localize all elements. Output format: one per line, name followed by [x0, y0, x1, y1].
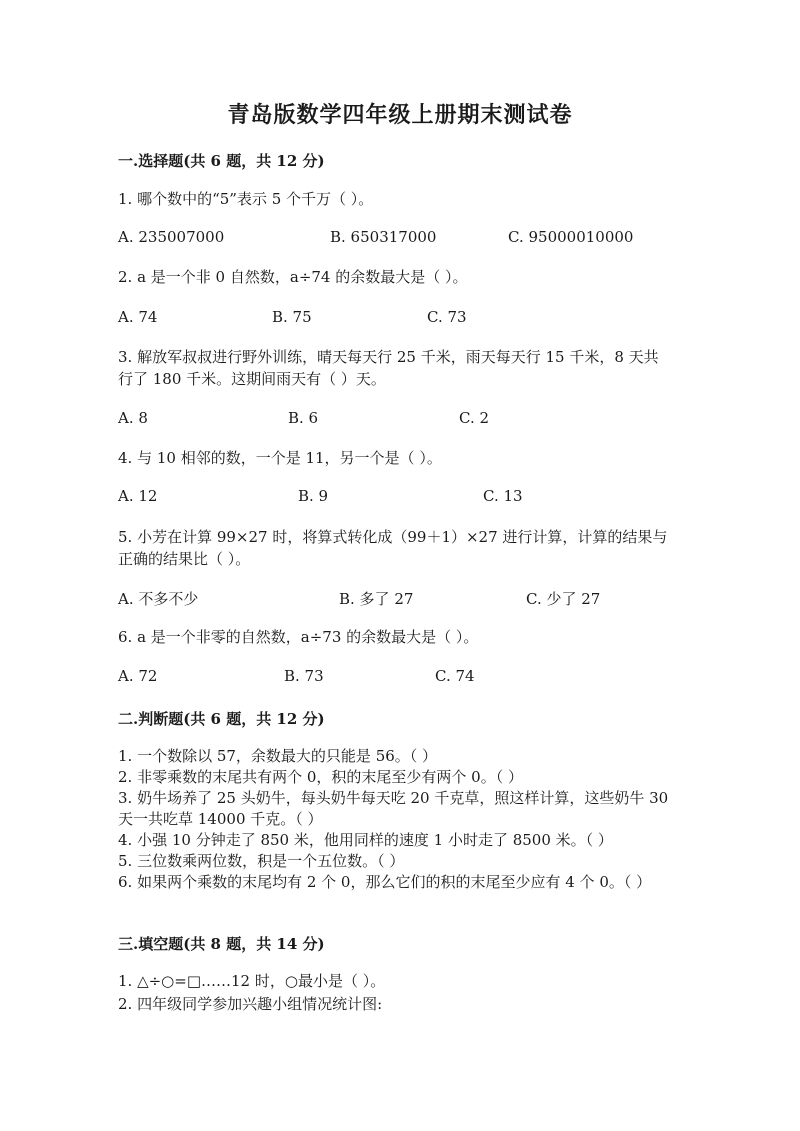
option-2a: A. 74	[118, 308, 158, 326]
option-5c: C. 少了 27	[526, 590, 601, 608]
tf-item-2: 2. 非零乘数的末尾共有两个 0，积的末尾至少有两个 0。（ ）	[118, 768, 523, 786]
option-4b: B. 9	[298, 487, 329, 505]
tf-item-3: 3. 奶牛场养了 25 头奶牛，每头奶牛每天吃 20 千克草，照这样计算，这些奶牛 30 天一共吃草 14000 千克。（ ）	[118, 789, 669, 828]
question-4: 4. 与 10 相邻的数，一个是 11，另一个是（ ）。	[118, 449, 442, 467]
section-heading-choice: 一.选择题(共 6 题，共 12 分)	[118, 152, 325, 170]
tf-item-4: 4. 小强 10 分钟走了 850 米，他用同样的速度 1 小时走了 8500 米。（ ）	[118, 831, 613, 849]
option-2b: B. 75	[272, 308, 312, 326]
option-6b: B. 73	[284, 667, 324, 685]
question-1: 1. 哪个数中的“5”表示 5 个千万（ ）。	[118, 190, 374, 208]
tf-item-1: 1. 一个数除以 57，余数最大的只能是 56。（ ）	[118, 747, 438, 765]
option-2c: C. 73	[427, 308, 467, 326]
option-1a: A. 235007000	[118, 228, 225, 246]
question-3: 3. 解放军叔叔进行野外训练，晴天每天行 25 千米，雨天每天行 15 千米，8 天共行了 180 千米。这期间雨天有（ ）天。	[118, 348, 659, 388]
section-heading-true-false: 二.判断题(共 6 题，共 12 分)	[118, 710, 325, 728]
fill-item-2: 2. 四年级同学参加兴趣小组情况统计图:	[118, 995, 383, 1013]
option-5a: A. 不多不少	[118, 590, 199, 608]
option-6c: C. 74	[435, 667, 475, 685]
tf-item-5: 5. 三位数乘两位数，积是一个五位数。（ ）	[118, 852, 405, 870]
tf-item-6: 6. 如果两个乘数的末尾均有 2 个 0，那么它们的积的末尾至少应有 4 个 0。（ ）	[118, 873, 652, 891]
question-2: 2. a 是一个非 0 自然数，a÷74 的余数最大是（ ）。	[118, 268, 468, 286]
option-3c: C. 2	[459, 409, 490, 427]
option-3a: A. 8	[118, 409, 148, 427]
question-5: 5. 小芳在计算 99×27 时，将算式转化成（99＋1）×27 进行计算，计算的结果与正确的结果比（ ）。	[118, 528, 668, 568]
option-1b: B. 650317000	[330, 228, 437, 246]
option-4c: C. 13	[483, 487, 523, 505]
option-5b: B. 多了 27	[339, 590, 414, 608]
option-6a: A. 72	[118, 667, 158, 685]
option-4a: A. 12	[118, 487, 158, 505]
exam-title: 青岛版数学四年级上册期末测试卷	[227, 102, 573, 128]
question-6: 6. a 是一个非零的自然数，a÷73 的余数最大是（ ）。	[118, 628, 479, 646]
option-3b: B. 6	[288, 409, 319, 427]
fill-item-1: 1. △÷○=□……12 时，○最小是（ ）。	[118, 972, 386, 990]
option-1c: C. 95000010000	[508, 228, 634, 246]
section-heading-fill-blank: 三.填空题(共 8 题，共 14 分)	[118, 935, 325, 953]
